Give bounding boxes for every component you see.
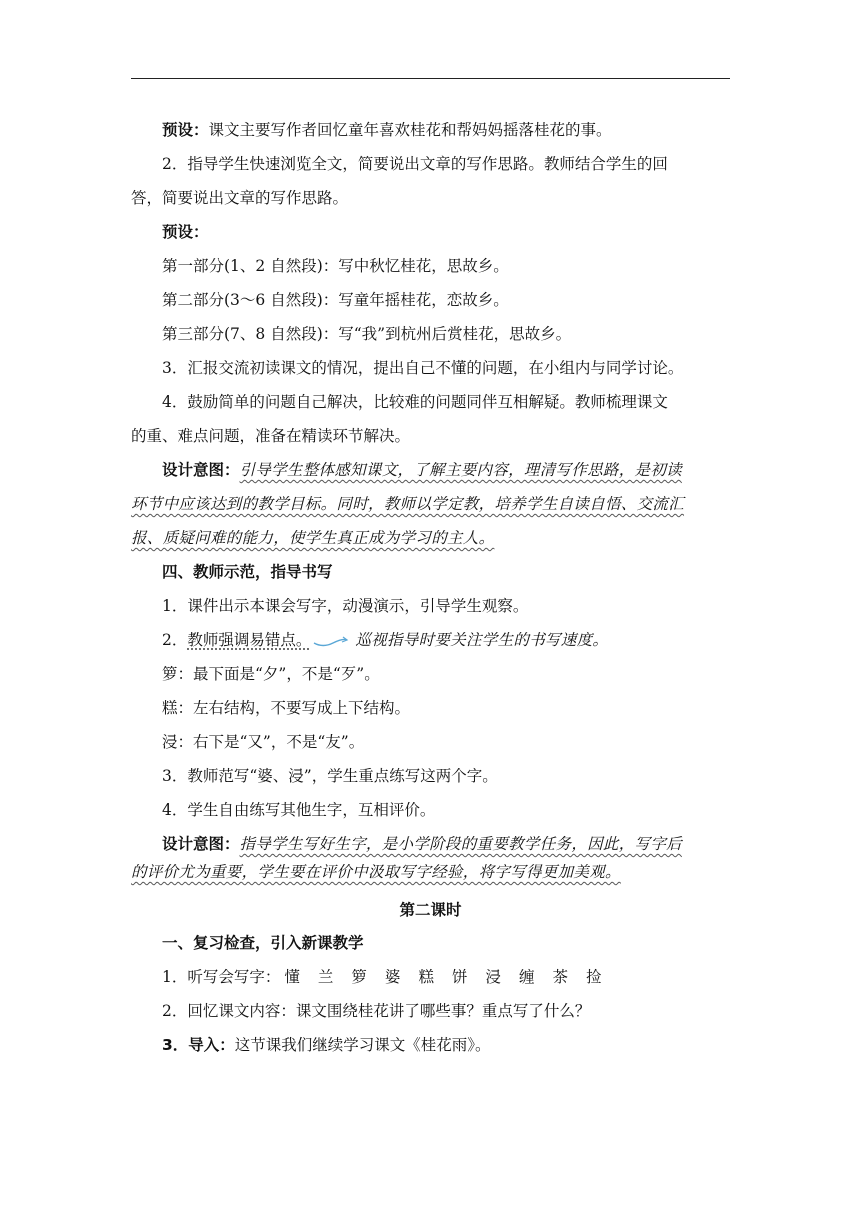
dictation-char: 饼 [451,968,468,986]
char-note-gao: 糕：左右结构，不要写成上下结构。 [162,699,411,717]
emphasis-text: 教师强调易错点。 [187,631,312,649]
char-note-jin: 浸：右下是“又”，不是“友”。 [162,733,365,751]
section-heading-1: 一、复习检查，引入新课教学 [162,934,364,952]
curved-arrow-icon [313,634,349,648]
design-intent-1-line3: 报、质疑问难的能力，使学生真正成为学习的主人。 [131,529,495,547]
design-intent-text: 引导学生整体感知课文，了解主要内容，理清写作思路，是初读 [239,461,682,479]
design-intent-label-2: 设计意图： [162,835,240,853]
header-rule [131,78,730,79]
paragraph-preset-1 [162,120,761,140]
dictation-prefix: 1．听写会写字： [162,968,281,986]
writing-step-1: 1．课件出示本课会写字，动漫演示，引导学生观察。 [162,597,529,615]
intro-label: 3．导入： [162,1036,235,1054]
part-two: 第二部分(3～6 自然段)：写童年摇桂花，恋故乡。 [162,291,509,309]
intro-text: 这节课我们继续学习课文《桂花雨》。 [234,1036,491,1054]
section-heading-4: 四、教师示范，指导书写 [162,563,333,581]
dictation-char: 缠 [518,968,535,986]
preset-label-2: 预设： [162,223,209,241]
writing-step-4: 4．学生自由练写其他生字，互相评价。 [162,801,436,819]
margin-note: 巡视指导时要关注学生的书写速度。 [355,631,609,649]
design-intent-2-line2-wrap [131,862,730,882]
design-intent-1 [162,460,761,480]
preset-text: 课文主要写作者回忆童年喜欢桂花和帮妈妈摇落桂花的事。 [208,121,612,139]
design-intent-1-line3-wrap [131,528,730,548]
paragraph-step-2: 2．指导学生快速浏览全文，简要说出文章的写作思路。教师结合学生的回 [162,155,668,173]
dictation-char: 箩 [351,968,367,986]
review-step-3 [162,1035,761,1055]
design-intent-2-line2: 的评价尤为重要，学生要在评价中汲取写字经验，将字写得更加美观。 [131,863,621,881]
dictation-char: 懂 [284,968,300,986]
design-intent-text-2: 指导学生写好生字，是小学阶段的重要教学任务，因此，写字后 [239,835,682,853]
design-intent-1-line2: 环节中应该达到的教学目标。同时，教师以学定教，培养学生自读自悟、交流汇 [131,495,685,513]
part-three: 第三部分(7、8 自然段)：写“我”到杭州后赏桂花，思故乡。 [162,325,572,343]
paragraph-step-3: 3．汇报交流初读课文的情况，提出自己不懂的问题，在小组内与同学讨论。 [162,359,684,377]
design-intent-2 [162,834,761,854]
paragraph-step-4-cont: 的重、难点问题，准备在精读环节解决。 [131,427,411,445]
section-title: 第二课时 [399,901,462,919]
dictation-line [162,967,761,987]
preset-label: 预设： [162,121,209,139]
review-step-2: 2．回忆课文内容：课文围绕桂花讲了哪些事？重点写了什么？ [162,1002,591,1020]
writing-step-2 [162,630,761,650]
paragraph-step-4: 4．鼓励简单的问题自己解决，比较难的问题同伴互相解疑。教师梳理课文 [162,393,668,411]
dictation-char: 婆 [384,968,401,986]
dictation-char: 兰 [317,968,334,986]
design-intent-label: 设计意图： [162,461,240,479]
dictation-char: 茶 [552,968,569,986]
dictation-char: 糕 [418,968,434,986]
writing-step-3: 3．教师范写“婆、浸”，学生重点练写这两个字。 [162,767,498,785]
step-number: 2． [162,631,188,649]
dictation-char: 浸 [485,968,501,986]
char-note-luo: 箩：最下面是“夕”，不是“歹”。 [162,665,380,683]
dictation-char: 捡 [586,968,602,986]
paragraph-step-2-cont: 答，简要说出文章的写作思路。 [131,189,349,207]
part-one: 第一部分(1、2 自然段)：写中秋忆桂花，思故乡。 [162,257,509,275]
